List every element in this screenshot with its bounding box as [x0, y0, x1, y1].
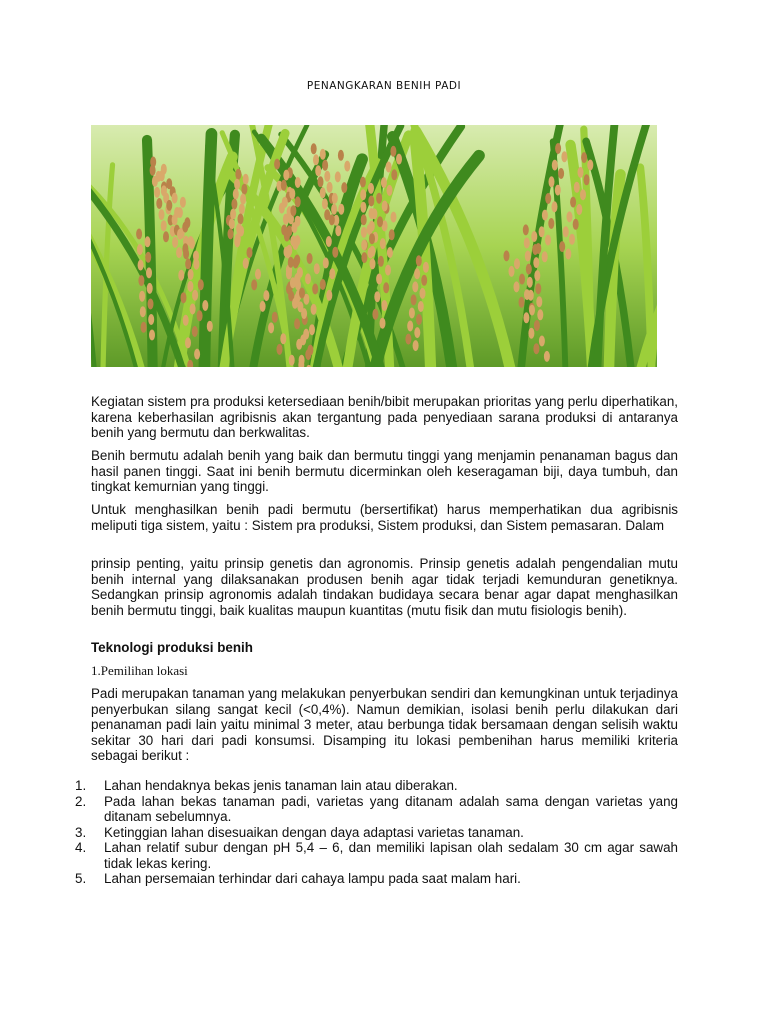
list-item	[75, 871, 678, 887]
subsection-heading: 1.Pemilihan lokasi	[91, 663, 188, 678]
list-number: 2.	[75, 793, 87, 809]
list-text: Pada lahan bekas tanaman padi, varietas yang ditanam adalah sama dengan varietas yang ditanam sebelumnya.	[104, 793, 678, 824]
list-item	[75, 778, 678, 794]
list-number: 3.	[75, 824, 87, 840]
quality-seed-paragraph: Benih bermutu adalah benih yang baik dan bermutu tinggi yang menjamin penanaman bagus dan hasil panen tinggi. Saat ini benih bermutu dicerminkan oleh keseragaman biji, daya tumbuh, dan tingkat kemurnian yang tinggi.	[91, 448, 678, 494]
principles-paragraph: prinsip penting, yaitu prinsip genetis dan agronomis. Prinsip genetis adalah pengendalian mutu benih internal yang dilaksanakan produsen benih agar tidak terjadi kemunduran genetiknya. Sedangkan prinsip agronomis adalah tindakan budidaya secara benar agar dapat menghasilkan benih bermutu tinggi, baik kualitas maupun kuantitas (mutu fisik dan mutu fisiologis benih).	[91, 556, 678, 618]
list-number: 5.	[75, 871, 87, 886]
list-number: 1.	[75, 778, 87, 793]
criteria-list	[75, 778, 678, 887]
certified-seed-paragraph: Untuk menghasilkan benih padi bermutu (bersertifikat) harus memperhatikan dua agribisnis meliputi tiga sistem, yaitu : Sistem pra produksi, Sistem produksi, dan Sistem pemasaran. Dalam	[91, 502, 678, 533]
list-text: Lahan persemaian terhindar dari cahaya lampu pada saat malam hari.	[104, 871, 521, 886]
rice-plant-photo	[91, 125, 657, 367]
location-paragraph: Padi merupakan tanaman yang melakukan penyerbukan sendiri dan kemungkinan untuk terjadinya penyerbukan silang sangat kecil (<0,4%). Namun demikian, isolasi benih perlu dilakukan dari penanaman padi lain yaitu minimal 3 meter, atau berbunga tidak bersamaan dengan selisih waktu sekitar 30 hari dari padi konsumsi. Disamping itu lokasi pembenihan harus memiliki kriteria sebagai berikut :	[91, 686, 678, 763]
intro-paragraph: Kegiatan sistem pra produksi ketersediaan benih/bibit merupakan prioritas yang perlu diperhatikan, karena keberhasilan agribisnis akan tergantung pada penyediaan sarana produksi di antaranya benih yang bermutu dan berkwalitas.	[91, 394, 678, 440]
list-text: Lahan hendaknya bekas jenis tanaman lain atau diberakan.	[104, 778, 458, 793]
list-text: Lahan relatif subur dengan pH 5,4 – 6, dan memiliki lapisan olah sedalam 30 cm agar sawah tidak lekas kering.	[104, 840, 678, 871]
list-text: Ketinggian lahan disesuaikan dengan daya adaptasi varietas tanaman.	[104, 824, 524, 840]
list-number: 4.	[75, 840, 87, 855]
section-heading: Teknologi produksi benih	[91, 640, 253, 655]
page-title: PENANGKARAN BENIH PADI	[306, 80, 462, 92]
list-item	[75, 825, 678, 841]
rice-plant-illustration	[91, 125, 657, 367]
list-item	[75, 794, 678, 825]
list-item	[75, 840, 678, 871]
